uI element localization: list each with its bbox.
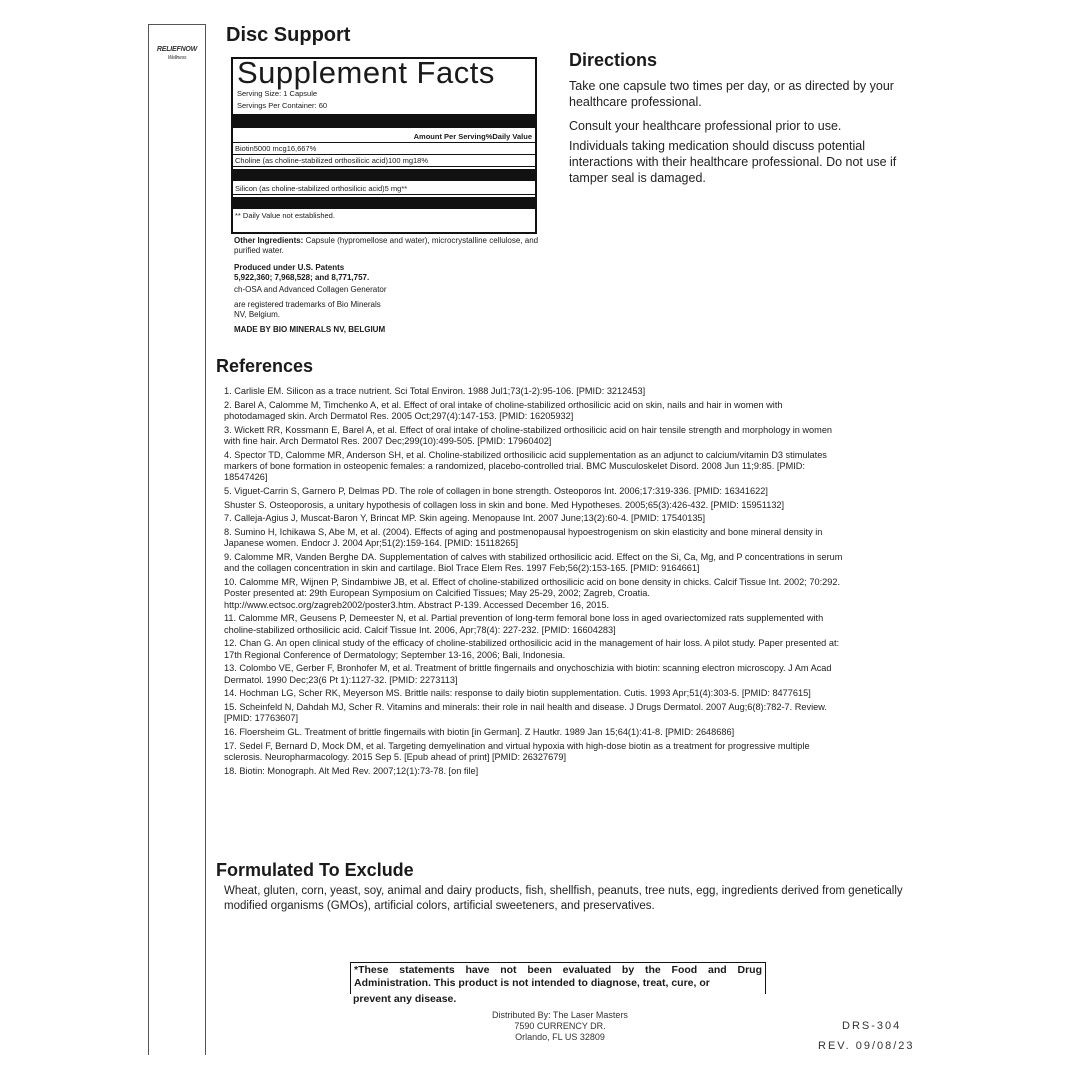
serving-size: Serving Size: 1 Capsule [237,89,318,98]
reference-item: 2. Barel A, Calomme M, Timchenko A, et al. Effect of oral intake of choline-stabilized orthosilicic acid on skin, nails and hair in women with photodamaged skin. Arch Dermatol Res. 2005 Oct;297(4):147-153. [PMID: 16205932] [224,399,783,421]
exclude-heading: Formulated To Exclude [216,860,414,880]
supplement-facts-panel [231,57,537,234]
trademark-note-2: are registered trademarks of Bio Minerals NV, Belgium. [234,300,381,319]
servings-per-container: Servings Per Container: 60 [237,101,328,110]
reference-item: 10. Calomme MR, Wijnen P, Sindambiwe JB, et al. Effect of choline-stabilized orthosilicic acid on bone density in chicks. Calcif Tissue Int. 2002; 70:292. Poster presented at: 29th European Symposium on Calcified Tissues; May 25-29, 2002; Zagreb, Croatia. http://www.ectsoc.org/zagreb2002/poster3.htm. Abstract P-139. Accessed December 16, 2015. [224,576,841,610]
facts-bar [233,169,535,181]
reference-item: 16. Floersheim GL. Treatment of brittle fingernails with biotin [in German]. Z Hautkr. 1989 Jan 15;64(1):41-8. [PMID: 2648686] [224,726,735,737]
directions-text-1: Take one capsule two times per day, or as directed by your healthcare professional. [569,79,894,109]
facts-bar [233,114,535,128]
references-list [224,386,844,779]
reference-item: 9. Calomme MR, Vanden Berghe DA. Supplementation of calves with stabilized orthosilicic acid. Effect on the Si, Ca, Mg, and P concentrations in serum and the collagen concentration in skin and cartilage. Biol Trace Elem Res. 1997 Feb;56(2):153-165. [PMID: 9164661] [224,551,843,574]
facts-footnote: ** Daily Value not established. [235,211,335,220]
reference-item: 15. Scheinfeld N, Dahdah MJ, Scher R. Vitamins and minerals: their role in nail health and disease. J Drugs Dermatol. 2007 Aug;6(8):782-7. Review. [PMID: 17763607] [224,701,827,724]
reference-item: 17. Sedel F, Bernard D, Mock DM, et al. Targeting demyelination and virtual hypoxia with high-dose biotin as a treatment for progressive multiple sclerosis. Neuropharmacology. 2015 Sep 5. [Epub ahead of print] [PMID: 26327679] [224,740,810,762]
revision-date: REV. 09/08/23 [818,1040,915,1052]
directions-text-2: Consult your healthcare professional prior to use. [569,119,842,133]
brand-logo: RELIEFNOW Wellness [156,46,198,61]
reference-item: 11. Calomme MR, Geusens P, Demeester N, et al. Partial prevention of long-term femoral bone loss in aged ovariectomized rats supplemented with choline-stabilized orthosilicic acid. Calcif Tissue Int. 2006, Apr;78(4): 227-232. [PMID: 16604283] [224,613,824,635]
directions-text-3: Individuals taking medication should discuss potential interactions with their healthcare professional. Do not use if tamper seal is damaged. [569,139,897,185]
facts-row: Choline (as choline-stabilized orthosilicic acid)100 mg18% [233,155,535,167]
reference-item: 13. Colombo VE, Gerber F, Bronhofer M, et al. Treatment of brittle fingernails and onychoschizia with biotin: scanning electron microscopy. J Am Acad Dermatol. 1990 Dec;23(6 Pt 1):1127-32. [PMID: 2273113] [224,663,832,685]
made-by: MADE BY BIO MINERALS NV, BELGIUM [234,325,386,334]
reference-item: 1. Carlisle EM. Silicon as a trace nutrient. Sci Total Environ. 1988 Jul1;73(1-2):95-106. [PMID: 3212453] [224,386,646,396]
fda-disclaimer-tail: prevent any disease. [353,993,457,1005]
reference-item: Shuster S. Osteoporosis, a unitary hypothesis of collagen loss in skin and bone. Med Hypotheses. 2005;65(3):426-432. [PMID: 15951132] [224,499,785,510]
distributor-info: Distributed By: The Laser Masters 7590 CURRENCY DR. Orlando, FL US 32809 [492,1010,628,1042]
other-ingredients: Other Ingredients: Capsule (hypromellose and water), microcrystalline cellulose, and purified water. [234,236,539,255]
references-heading: References [216,356,314,376]
fda-disclaimer: *These statements have not been evaluated by the Food and Drug Administration. This product is not intended to diagnose, treat, cure, or [350,962,766,994]
product-code: DRS-304 [842,1020,902,1032]
reference-item: 4. Spector TD, Calomme MR, Anderson SH, et al. Choline-stabilized orthosilicic acid supplementation as an adjunct to calcium/vitamin D3 stimulates markers of bone formation in osteopenic females: a randomized, placebo-controlled trial. BMC Musculoskelet Disord. 2008 Jun 11;9:85. [PMID: 18547426] [224,449,827,483]
reference-item: 7. Calleja-Agius J, Muscat-Baron Y, Brincat MP. Skin ageing. Menopause Int. 2007 June;13(2):60-4. [PMID: 17540135] [224,513,706,524]
exclude-text: Wheat, gluten, corn, yeast, soy, animal and dairy products, fish, shellfish, peanuts, tree nuts, egg, ingredients derived from genetically modified organisms (GMOs), artificial colors, artificial sweeteners, and preservatives. [224,885,903,912]
amount-header: Amount Per Serving%Daily Value [233,130,535,143]
reference-item: 12. Chan G. An open clinical study of the efficacy of choline-stabilized orthosilicic acid in the management of hair loss. A pilot study. Paper presented at: 17th Regional Conference of Dermatology; September 13-16, 2006; Bali, Indonesia. [224,638,840,660]
directions-heading: Directions [569,50,658,70]
reference-item: 3. Wickett RR, Kossmann E, Barel A, et al. Effect of oral intake of choline-stabilized orthosilicic acid on hair tensile strength and morphology in women with fine hair. Arch Dermatol Res. 2007 Dec;299(10):499-505. [PMID: 17960402] [224,424,833,446]
side-frame [148,24,206,1055]
facts-row: Silicon (as choline-stabilized orthosilicic acid)5 mg** [233,183,535,195]
facts-row: Biotin5000 mcg16,667% [233,143,535,155]
patents: Produced under U.S. Patents 5,922,360; 7,968,528; and 8,771,757. [234,263,370,282]
facts-bar [233,197,535,209]
reference-item: 5. Viguet-Carrin S, Garnero P, Delmas PD. The role of collagen in bone strength. Osteoporos Int. 2006;17:319-336. [PMID: 16341622] [224,485,768,496]
facts-heading: Supplement Facts [237,57,495,90]
reference-item: 18. Biotin: Monograph. Alt Med Rev. 2007;12(1):73-78. [on file] [224,765,479,776]
trademark-note-1: ch-OSA and Advanced Collagen Generator [234,285,387,294]
product-title: Disc Support [226,24,351,46]
reference-item: 14. Hochman LG, Scher RK, Meyerson MS. Brittle nails: response to daily biotin supplementation. Cutis. 1993 Apr;51(4):303-5. [PMID: 8477615] [224,688,811,699]
reference-item: 8. Sumino H, Ichikawa S, Abe M, et al. (2004). Effects of aging and postmenopausal hypoestrogenism on skin elasticity and bone mineral density in Japanese women. Endocr J. 2004 Apr;51(2):159-164. [PMID: 15118265] [224,527,823,549]
